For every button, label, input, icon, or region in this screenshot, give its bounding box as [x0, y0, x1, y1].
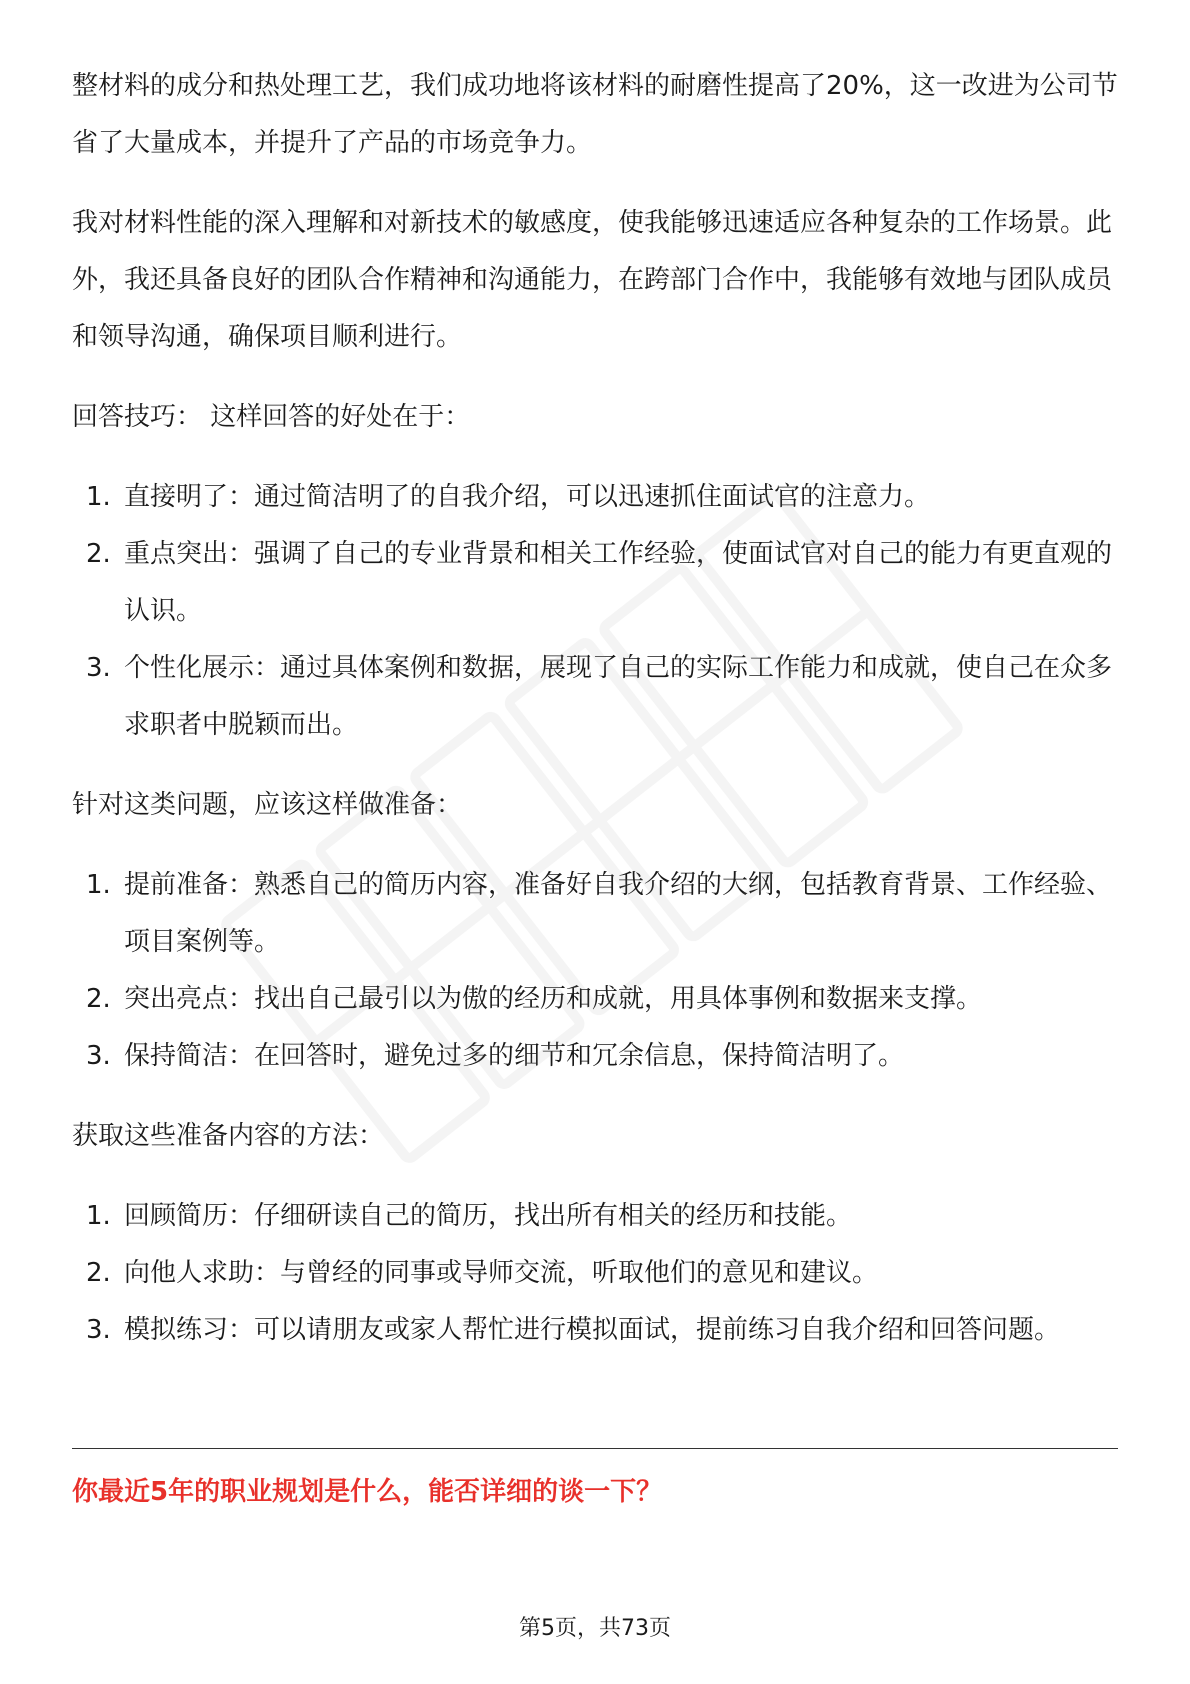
list-item-text: 提前准备：熟悉自己的简历内容，准备好自我介绍的大纲，包括教育背景、工作经验、项目案例等。	[124, 870, 1113, 957]
list-number: 2.	[86, 539, 111, 569]
list-item	[72, 971, 1120, 1028]
list-item-text: 保持简洁：在回答时，避免过多的细节和冗余信息，保持简洁明了。	[124, 1041, 905, 1071]
methods-list	[72, 1188, 1120, 1359]
list-item-text: 回顾简历：仔细研读自己的简历，找出所有相关的经历和技能。	[124, 1201, 853, 1231]
list-number: 1.	[86, 482, 111, 512]
list-item-text: 模拟练习：可以请朋友或家人帮忙进行模拟面试，提前练习自我介绍和回答问题。	[124, 1315, 1061, 1345]
methods-heading: 获取这些准备内容的方法：	[72, 1121, 385, 1151]
list-number: 2.	[86, 1258, 111, 1288]
list-item	[72, 1188, 1120, 1245]
list-item	[72, 1028, 1120, 1085]
list-item-text: 直接明了：通过简洁明了的自我介绍，可以迅速抓住面试官的注意力。	[124, 482, 931, 512]
list-item	[72, 640, 1120, 754]
list-item	[72, 469, 1120, 526]
list-item	[72, 1302, 1120, 1359]
paragraph-achievement: 整材料的成分和热处理工艺，我们成功地将该材料的耐磨性提高了20%，这一改进为公司节省了大量成本，并提升了产品的市场竞争力。	[72, 71, 1118, 158]
list-item-text: 突出亮点：找出自己最引以为傲的经历和成就，用具体事例和数据来支撑。	[124, 984, 983, 1014]
list-item	[72, 1245, 1120, 1302]
page-number-footer: 第5页，共73页	[519, 1616, 671, 1641]
prepare-list	[72, 857, 1120, 1085]
list-number: 2.	[86, 984, 111, 1014]
list-number: 3.	[86, 1041, 111, 1071]
list-number: 1.	[86, 1201, 111, 1231]
list-item-text: 向他人求助：与曾经的同事或导师交流，听取他们的意见和建议。	[124, 1258, 879, 1288]
prepare-heading: 针对这类问题，应该这样做准备：	[72, 790, 463, 820]
list-item	[72, 857, 1120, 971]
list-item-text: 重点突出：强调了自己的专业背景和相关工作经验，使面试官对自己的能力有更直观的认识。	[124, 539, 1113, 626]
list-number: 1.	[86, 870, 111, 900]
list-item-text: 个性化展示：通过具体案例和数据，展现了自己的实际工作能力和成就，使自己在众多求职者中脱颖而出。	[124, 653, 1113, 740]
tips-list	[72, 469, 1120, 754]
list-number: 3.	[86, 653, 111, 683]
list-item	[72, 526, 1120, 640]
section-divider	[72, 1448, 1118, 1449]
tips-heading: 回答技巧： 这样回答的好处在于：	[72, 402, 471, 432]
page-content	[72, 58, 1120, 1359]
paragraph-strengths: 我对材料性能的深入理解和对新技术的敏感度，使我能够迅速适应各种复杂的工作场景。此外，我还具备良好的团队合作精神和沟通能力，在跨部门合作中，我能够有效地与团队成员和领导沟通，确保项目顺利进行。	[72, 208, 1113, 352]
next-question-heading: 你最近5年的职业规划是什么，能否详细的谈一下？	[72, 1477, 663, 1507]
list-number: 3.	[86, 1315, 111, 1345]
